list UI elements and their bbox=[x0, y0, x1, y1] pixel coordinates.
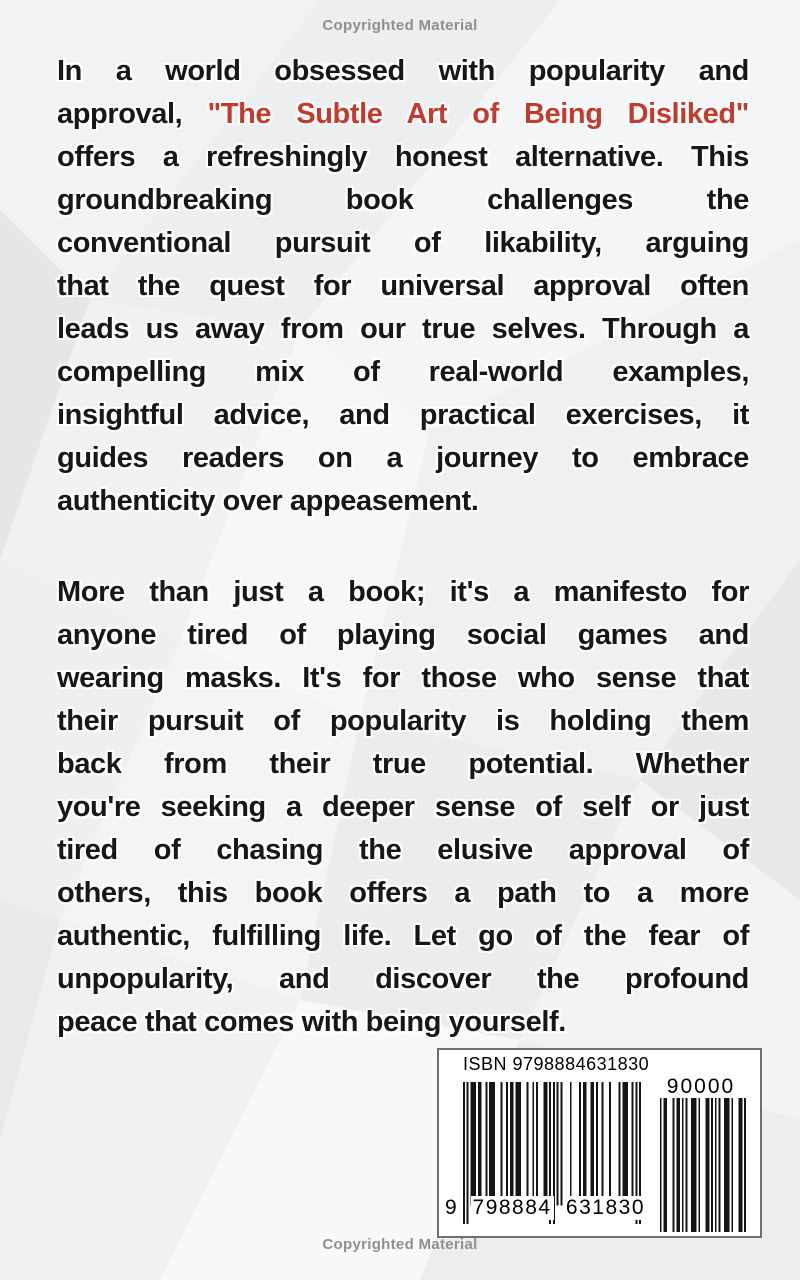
ean5-addon-barcode bbox=[658, 1098, 746, 1232]
text-line: authenticity over appeasement. bbox=[57, 485, 479, 517]
addon-price-code: 90000 bbox=[666, 1075, 736, 1098]
text-line: conventional pursuit of likability, arguing bbox=[57, 227, 749, 259]
text-line: offers a refreshingly honest alternative. This bbox=[57, 141, 749, 173]
copyright-notice-bottom: Copyrighted Material bbox=[322, 1236, 478, 1253]
text-line: In a world obsessed with popularity and bbox=[57, 55, 749, 87]
barcode-digits bbox=[443, 1196, 647, 1220]
text-line: unpopularity, and discover the profound bbox=[57, 963, 749, 995]
text-line: their pursuit of popularity is holding them bbox=[57, 705, 749, 737]
text-line: you're seeking a deeper sense of self or just bbox=[57, 791, 749, 823]
text-line: More than just a book; it's a manifesto for bbox=[57, 576, 749, 608]
text-line: authentic, fulfilling life. Let go of the fear of bbox=[57, 920, 749, 952]
isbn-barcode-panel bbox=[437, 1048, 762, 1238]
text-line: compelling mix of real-world examples, bbox=[57, 356, 749, 388]
barcode-digit-group: 9 bbox=[445, 1196, 459, 1219]
barcode-digit-group: 631830 bbox=[565, 1196, 645, 1219]
barcode-digit-group: 798884 bbox=[472, 1196, 552, 1219]
text-line: back from their true potential. Whether bbox=[57, 748, 749, 780]
text-line: tired of chasing the elusive approval of bbox=[57, 834, 749, 866]
text-line: leads us away from our true selves. Through a bbox=[57, 313, 749, 345]
paragraph bbox=[57, 50, 749, 523]
paragraph bbox=[57, 571, 749, 1044]
text-line: anyone tired of playing social games and bbox=[57, 619, 749, 651]
text-line: guides readers on a journey to embrace bbox=[57, 442, 749, 474]
text-line: approval, "The Subtle Art of Being Disliked" bbox=[57, 98, 749, 130]
text-line: peace that comes with being yourself. bbox=[57, 1006, 566, 1038]
text-line: that the quest for universal approval often bbox=[57, 270, 749, 302]
text-line: insightful advice, and practical exercises, it bbox=[57, 399, 749, 431]
copyright-notice-top: Copyrighted Material bbox=[322, 17, 478, 34]
text-line: others, this book offers a path to a more bbox=[57, 877, 749, 909]
blurb-text bbox=[57, 50, 749, 1044]
text-line: wearing masks. It's for those who sense that bbox=[57, 662, 749, 694]
isbn-number-label: ISBN 9798884631830 bbox=[463, 1054, 650, 1074]
text-line: groundbreaking book challenges the bbox=[57, 184, 749, 216]
book-title-highlight: "The Subtle Art of Being Disliked" bbox=[207, 98, 749, 130]
